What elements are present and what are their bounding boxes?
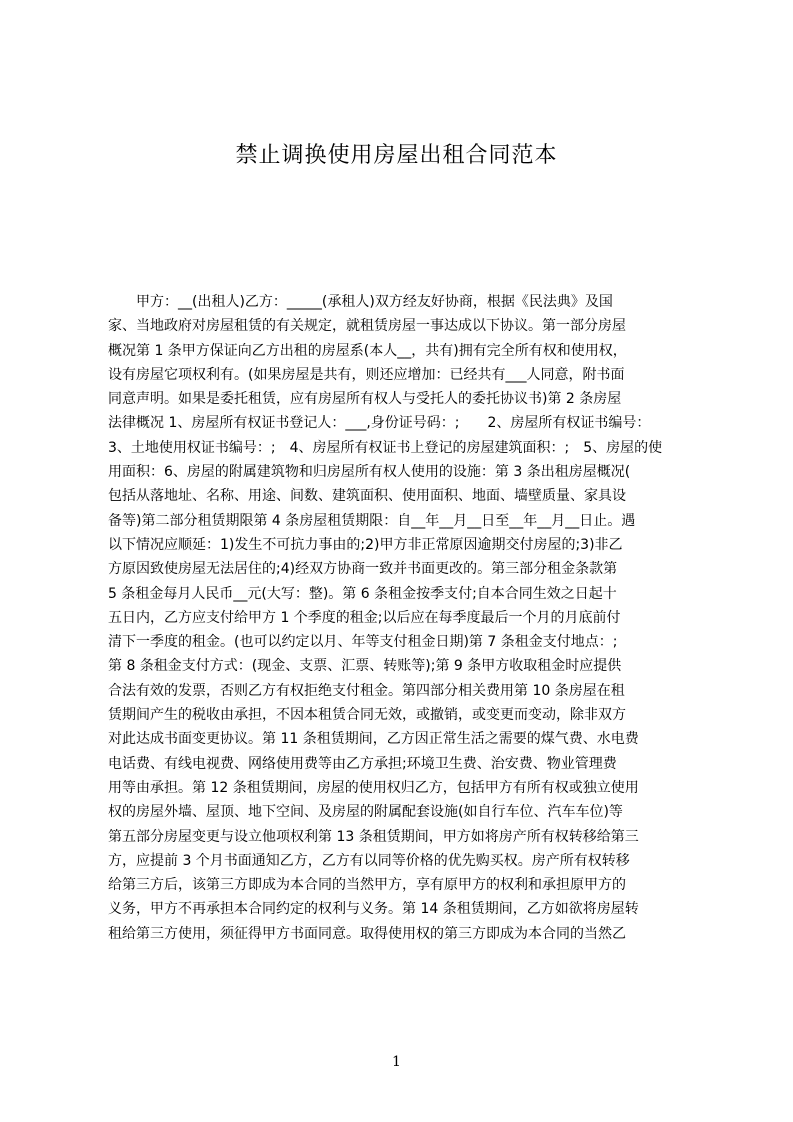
body-line: 第 8 条租金支付方式：(现金、支票、汇票、转账等);第 9 条甲方收取租金时应提供 [108, 658, 622, 675]
body-line: 3、土地使用权证书编号：; 4、房屋所有权证书上登记的房屋建筑面积：; 5、房屋的使 [108, 439, 663, 456]
body-line: 概况第 1 条甲方保证向乙方出租的房屋系(本人__，共有)拥有完全所有权和使用权， [108, 342, 627, 359]
body-line: 五日内，乙方应支付给甲方 1 个季度的租金;以后应在每季度最后一个月的月底前付 [108, 609, 621, 626]
body-line: 合法有效的发票，否则乙方有权拒绝支付租金。第四部分相关费用第 10 条房屋在租 [108, 682, 625, 699]
page-number: 1 [392, 1054, 401, 1070]
body-line: 备等)第二部分租赁期限第 4 条房屋租赁期限：自__年__月__日至__年__月__日止。遇 [108, 512, 636, 529]
document-title: 禁止调换使用房屋出租合同范本 [235, 143, 558, 168]
body-line: 方，应提前 3 个月书面通知乙方，乙方有以同等价格的优先购买权。房产所有权转移 [108, 852, 630, 869]
body-line: 法律概况 1、房屋所有权证书登记人：___,身份证号码：; 2、房屋所有权证书编号： [108, 415, 651, 432]
body-line: 家、当地政府对房屋租赁的有关规定，就租赁房屋一事达成以下协议。第一部分房屋 [108, 318, 626, 335]
body-line: 赁期间产生的税收由承担，不因本租赁合同无效，或撤销，或变更而变动，除非双方 [108, 707, 626, 724]
body-line: 权的房屋外墙、屋顶、地下空间、及房屋的附属配套设施(如自行车位、汽车车位)等 [108, 804, 623, 821]
body-line: 用等由承担。第 12 条租赁期间，房屋的使用权归乙方，包括甲方有所有权或独立使用 [108, 779, 639, 796]
body-line: 第五部分房屋变更与设立他项权利第 13 条租赁期间，甲方如将房产所有权转移给第三 [108, 828, 639, 845]
body-line: 租给第三方使用，须征得甲方书面同意。取得使用权的第三方即成为本合同的当然乙 [108, 925, 626, 942]
body-line: 电话费、有线电视费、网络使用费等由乙方承担;环境卫生费、治安费、物业管理费 [108, 755, 617, 772]
body-line: 方原因致使房屋无法居住的;4)经双方协商一致并书面更改的。第三部分租金条款第 [108, 561, 618, 578]
body-line: 用面积：6、房屋的附属建筑物和归房屋所有权人使用的设施：第 3 条出租房屋概况( [108, 464, 631, 481]
body-line: 清下一季度的租金。(也可以约定以月、年等支付租金日期)第 7 条租金支付地点：; [108, 634, 618, 651]
body-line: 设有房屋它项权利有。(如果房屋是共有，则还应增加：已经共有___人同意，附书面 [108, 366, 625, 383]
body-line: 同意声明。如果是委托租赁，应有房屋所有权人与受托人的委托协议书)第 2 条房屋 [108, 391, 622, 408]
body-line: 给第三方后，该第三方即成为本合同的当然甲方，享有原甲方的权利和承担原甲方的 [108, 877, 626, 894]
contract-body [108, 290, 698, 1042]
body-line: 甲方：__(出租人)乙方：_____(承租人)双方经友好协商，根据《民法典》及国 [108, 294, 613, 310]
body-line: 5 条租金每月人民币__元(大写：整)。第 6 条租金按季支付;自本合同生效之日起十 [108, 585, 617, 602]
body-line: 以下情况应顺延：1)发生不可抗力事由的;2)甲方非正常原因逾期交付房屋的;3)非乙 [108, 536, 623, 553]
body-line: 义务，甲方不再承担本合同约定的权利与义务。第 14 条租赁期间，乙方如欲将房屋转 [108, 901, 639, 918]
body-line: 对此达成书面变更协议。第 11 条租赁期间，乙方因正常生活之需要的煤气费、水电费 [108, 731, 639, 748]
body-line: 包括从落地址、名称、用途、间数、建筑面积、使用面积、地面、墙壁质量、家具设 [108, 488, 626, 505]
